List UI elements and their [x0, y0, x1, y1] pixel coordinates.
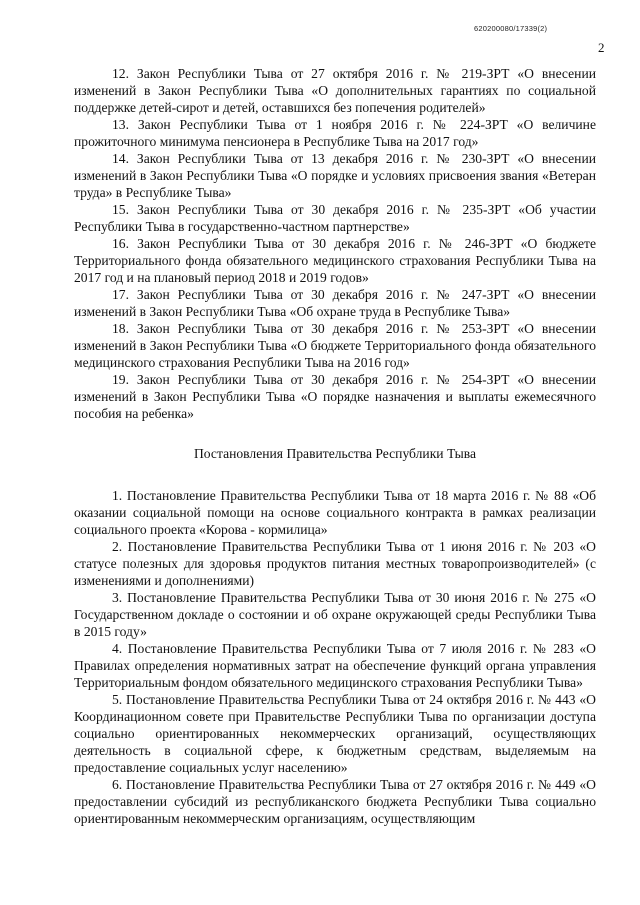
- section-heading: Постановления Правительства Республики Тыва: [193, 446, 477, 461]
- resolution-item: 2. Постановление Правительства Республики Тыва от 1 июня 2016 г. № 203 «О статусе полезных для здоровья продуктов питания местных товаропроизводителей» (с изменениями и дополнениями): [74, 539, 596, 588]
- law-item: 17. Закон Республики Тыва от 30 декабря 2016 г. № 247-ЗРТ «О внесении изменений в Закон Республики Тыва «Об охране труда в Республике Тыва»: [74, 287, 596, 319]
- law-item: 16. Закон Республики Тыва от 30 декабря 2016 г. № 246-ЗРТ «О бюджете Территориального фонда обязательного медицинского страхования Республики Тыва на 2017 год и на плановый период 2018 и 2019 годов»: [74, 236, 596, 285]
- law-item: 14. Закон Республики Тыва от 13 декабря 2016 г. № 230-ЗРТ «О внесении изменений в Закон Республики Тыва «О порядке и условиях присвоения звания «Ветеран труда» в Республике Тыва»: [74, 151, 596, 200]
- resolution-item: 1. Постановление Правительства Республики Тыва от 18 марта 2016 г. № 88 «Об оказании социальной помощи на основе социального контракта в рамках реализации социального проекта «Корова - кормилица»: [74, 488, 596, 537]
- resolution-item: 3. Постановление Правительства Республики Тыва от 30 июня 2016 г. № 275 «О Государственном докладе о состоянии и об охране окружающей среды Республики Тыва в 2015 году»: [74, 590, 596, 639]
- page-number: 2: [598, 40, 605, 55]
- law-item: 13. Закон Республики Тыва от 1 ноября 2016 г. № 224-ЗРТ «О величине прожиточного минимума пенсионера в Республике Тыва на 2017 год»: [74, 117, 596, 149]
- law-item: 19. Закон Республики Тыва от 30 декабря 2016 г. № 254-ЗРТ «О внесении изменений в Закон Республики Тыва «О порядке назначения и выплаты ежемесячного пособия на ребенка»: [74, 372, 596, 421]
- law-item: 18. Закон Республики Тыва от 30 декабря 2016 г. № 253-ЗРТ «О внесении изменений в Закон Республики Тыва «О бюджете Территориального фонда обязательного медицинского страхования Республики Тыва на 2016 год»: [74, 321, 596, 370]
- law-item: 12. Закон Республики Тыва от 27 октября 2016 г. № 219-ЗРТ «О внесении изменений в Закон Республики Тыва «О дополнительных гарантиях по социальной поддержке детей-сирот и детей, оставшихся без попечения родителей»: [74, 66, 596, 115]
- document-code: 620200080/17339(2): [474, 24, 548, 33]
- resolution-item: 4. Постановление Правительства Республики Тыва от 7 июля 2016 г. № 283 «О Правилах определения нормативных затрат на обеспечение функций органа управления Территориальным фондом обязательного медицинского страхования Республики Тыва»: [74, 641, 596, 690]
- law-item: 15. Закон Республики Тыва от 30 декабря 2016 г. № 235-ЗРТ «Об участии Республики Тыва в государственно-частном партнерстве»: [74, 202, 596, 234]
- resolution-item: 5. Постановление Правительства Республики Тыва от 24 октября 2016 г. № 443 «О Координационном совете при Правительстве Республики Тыва по организации доступа социально ориентированных некоммерческих организаций, осуществляющих деятельность в социальной сфере, к бюджетным средствам, выделяемым на предоставление социальных услуг населению»: [74, 692, 596, 775]
- resolution-item: 6. Постановление Правительства Республики Тыва от 27 октября 2016 г. № 449 «О предоставлении субсидий из республиканского бюджета Республики Тыва социально ориентированным некоммерческим организациям, осуществляющим: [74, 777, 596, 826]
- document-body: [74, 65, 596, 827]
